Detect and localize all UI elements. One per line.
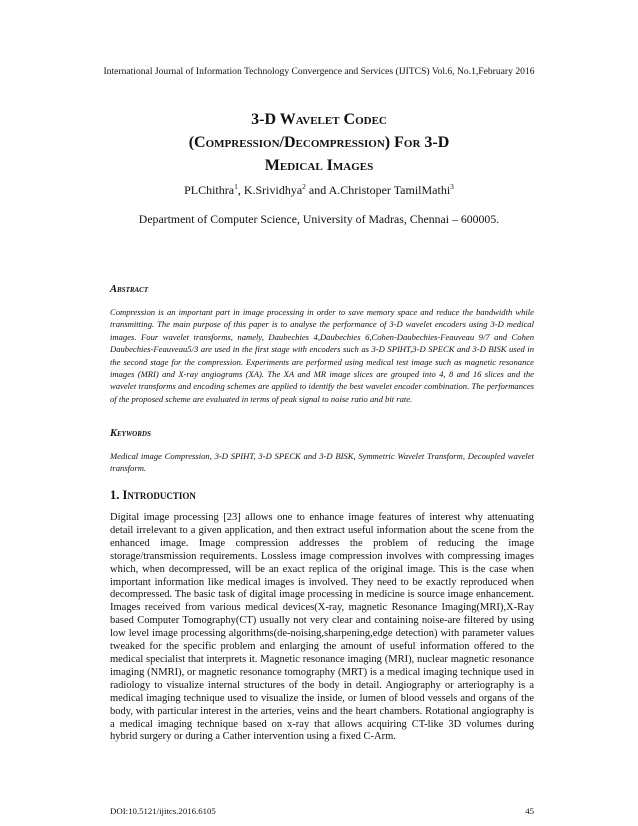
title-line-3: Medical Images [264, 157, 374, 174]
author-affiliation: Department of Computer Science, University of Madras, Chennai – 600005. [138, 212, 500, 226]
author-separator: and [305, 183, 329, 197]
author-separator: , [237, 183, 244, 197]
abstract-text: Compression is an important part in image processing in order to save memory space and reduce the bandwidth while transmitting. The main purpose of this paper is to analyse the performance of 3-D wavelet encoders using 3-D medical images. Four wavelet transforms, namely, Daubechies 4,Daubechies 6,Cohen-Daubechies-Feauveau 9/7 and Cohen Daubechies-Feauveau5/3 are used in the first stage with encoders such as 3-D SPIHT,3-D SPECK and 3-D BISK used in the second stage for the compression. Experiments are performed using medical test image such as magnetic resonance images (MRI) and X-ray angiograms (XA). The XA and MR image slices are grouped into 4, 8 and 16 slices and the wavelet transforms and encoding schemes are applied to identify the best wavelet encoder combination. The performances of the proposed scheme are evaluated in terms of peak signal to noise ratio and bit rate. [110, 307, 534, 404]
section-title: Introduction [122, 488, 196, 502]
page-number: 45 [525, 806, 534, 816]
author-name: A.Christoper TamilMathi [328, 183, 451, 197]
section-number: 1. [110, 488, 123, 502]
doi-label: DOI:10.5121/ijitcs.2016.6105 [110, 806, 216, 816]
keywords-heading: Keywords [110, 428, 151, 439]
title-line-1: 3-D Wavelet Codec [251, 111, 387, 128]
author-affiliation-mark: 2 [302, 182, 306, 191]
author-name: PLChithra [184, 183, 235, 197]
journal-header: International Journal of Information Technology Convergence and Services (IJITCS) Vol.6, No.1,February 2016 [103, 66, 535, 77]
author-affiliation-mark: 1 [234, 182, 238, 191]
author-name: K.Srividhya [243, 183, 303, 197]
title-line-2: (Compression/Decompression) For 3-D [188, 134, 450, 151]
abstract-heading: Abstract [110, 284, 149, 295]
introduction-text: Digital image processing [23] allows one to enhance image features of interest why attenuating detail irrelevant to a given application, and then extract useful information about the scene from the enhanced image. Image compression addresses the problem of reducing the image storage/transmission requirements. Lossless image compression involves with compressing images which, when decompressed, will be an exact replica of the original image. This is the case when important information like medical images is involved. They need to be exactly reproduced when decompressed. The basic task of digital image processing in medicine is source image enhancement. Images received from various medical devices(X-ray, magnetic Resonance Imaging(MRI),X-Ray based Computer Tomography(CT) usually not very clear and containing noise-are filtered by using low level image processing algorithms(de-noising,sharpening,edge detection) with parameter values tweaked for the specific problem and enlarging the amount of useful information offered to the medical specialist that interprets it. Magnetic resonance imaging (MRI), nuclear magnetic resonance imaging (NMRI), or magnetic resonance tomography (MRT) is a medical imaging technique used in radiology to visualize internal structures of the body in detail. Angiography or arteriography is a medical imaging technique used to visualize the inside, or lumen of blood vessels and organs of the body, with particular interest in the arteries, veins and the heart chambers. Rotational angiography is a medical imaging technique based on x-ray that allows acquiring CT-like 3D volumes during hybrid surgery or during a Cather intervention using a fixed C-Arm. [110, 512, 534, 743]
keywords-text: Medical image Compression, 3-D SPIHT, 3-D SPECK and 3-D BISK, Symmetric Wavelet Transform, Decoupled wavelet transform. [110, 451, 534, 474]
author-affiliation-mark: 3 [450, 182, 454, 191]
author-list [0, 182, 638, 198]
paper-title [80, 108, 558, 177]
section-heading-introduction [110, 488, 196, 503]
